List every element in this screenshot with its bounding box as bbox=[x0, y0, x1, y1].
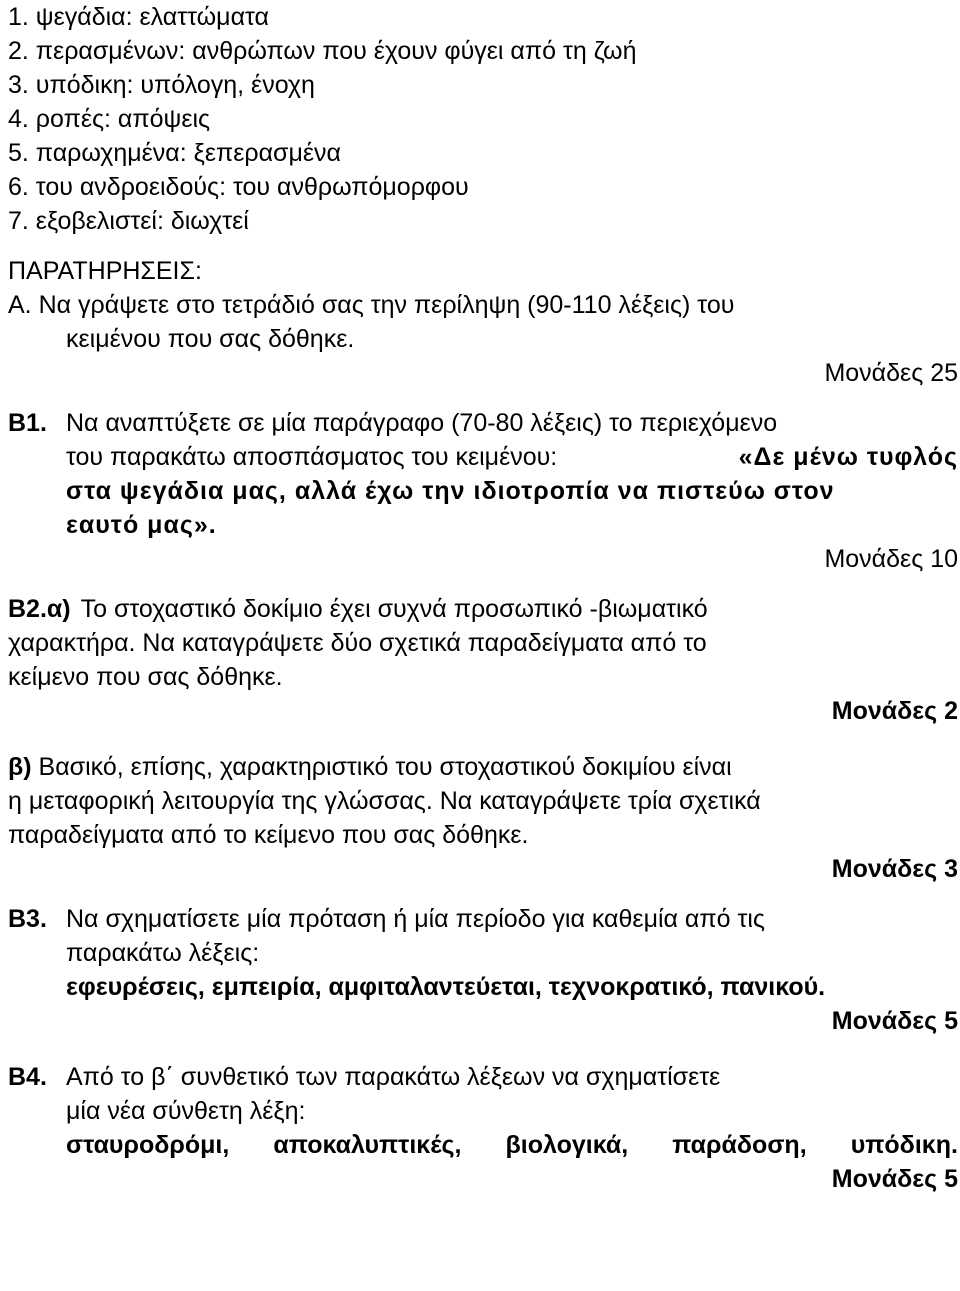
task-b1-text-line1: Να αναπτύξετε σε μία παράγραφο (70-80 λέξεις) το περιεχόμενο bbox=[66, 409, 778, 437]
task-b4-words bbox=[8, 1128, 958, 1162]
exam-page bbox=[8, 0, 958, 1196]
task-b2a bbox=[8, 592, 958, 728]
task-b2a-text-line1: Το στοχαστικό δοκίμιο έχει συχνά προσωπικό -βιωματικό bbox=[80, 595, 708, 623]
remarks-heading: ΠΑΡΑΤΗΡΗΣΕΙΣ: bbox=[8, 257, 202, 285]
task-b4 bbox=[8, 1060, 958, 1196]
task-b1-text-line2: του παρακάτω αποσπάσματος του κειμένου: bbox=[66, 443, 558, 471]
task-b3-words: εφευρέσεις, εμπειρία, αμφιταλαντεύεται, τεχνοκρατικό, πανικού. bbox=[66, 973, 826, 1001]
glossary-item: 5. παρωχημένα: ξεπερασμένα bbox=[8, 139, 341, 167]
task-b1-marks: Μονάδες 10 bbox=[824, 545, 958, 573]
task-b1-quote-start: «Δε μένω τυφλός bbox=[738, 443, 958, 471]
task-b2b-label: β) bbox=[8, 753, 32, 781]
task-b4-label: Β4. bbox=[8, 1063, 47, 1091]
glossary-list bbox=[8, 0, 958, 238]
glossary-item: 4. ροπές: απόψεις bbox=[8, 105, 211, 133]
glossary-item: 6. του ανδροειδούς: του ανθρωπόμορφου bbox=[8, 173, 469, 201]
task-b4-word: παράδοση, bbox=[672, 1131, 807, 1159]
task-b2a-label: Β2.α) bbox=[8, 595, 71, 623]
task-b4-marks: Μονάδες 5 bbox=[831, 1165, 958, 1193]
task-b2a-text-line2: χαρακτήρα. Να καταγράψετε δύο σχετικά παραδείγματα από το bbox=[8, 629, 707, 657]
task-b2a-text-line3: κείμενο που σας δόθηκε. bbox=[8, 663, 283, 691]
task-b4-text-line2: μία νέα σύνθετη λέξη: bbox=[66, 1097, 306, 1125]
task-b3-text-line1: Να σχηματίσετε μία πρόταση ή μία περίοδο για καθεμία από τις bbox=[66, 905, 765, 933]
task-b2b-text-line2: η μεταφορική λειτουργία της γλώσσας. Να καταγράψετε τρία σχετικά bbox=[8, 787, 761, 815]
task-b1-quote-line3: στα ψεγάδια μας, αλλά έχω την ιδιοτροπία να πιστεύω στον bbox=[66, 477, 835, 505]
task-b2b bbox=[8, 750, 958, 886]
task-b2b-text-line1: Βασικό, επίσης, χαρακτηριστικό του στοχαστικού δοκιμίου είναι bbox=[38, 753, 732, 781]
glossary-item: 2. περασμένων: ανθρώπων που έχουν φύγει από τη ζωή bbox=[8, 37, 637, 65]
task-b3-text-line2: παρακάτω λέξεις: bbox=[66, 939, 260, 967]
task-a-marks: Μονάδες 25 bbox=[824, 359, 958, 387]
task-b2b-text-line3: παραδείγματα από το κείμενο που σας δόθηκε. bbox=[8, 821, 529, 849]
task-b1-label: Β1. bbox=[8, 409, 47, 437]
task-b4-word: αποκαλυπτικές, bbox=[273, 1131, 462, 1159]
task-b3-marks: Μονάδες 5 bbox=[831, 1007, 958, 1035]
task-b4-word: υπόδικη. bbox=[850, 1131, 958, 1159]
task-b1 bbox=[8, 406, 958, 576]
task-b1-quote-line4: εαυτό μας». bbox=[66, 511, 217, 539]
task-b2a-marks: Μονάδες 2 bbox=[831, 697, 958, 725]
glossary-item: 7. εξοβελιστεί: διωχτεί bbox=[8, 207, 249, 235]
task-b4-text-line1: Από το β΄ συνθετικό των παρακάτω λέξεων να σχηματίσετε bbox=[66, 1063, 721, 1091]
task-b4-word: βιολογικά, bbox=[505, 1131, 629, 1159]
task-b3-label: Β3. bbox=[8, 905, 47, 933]
task-b3 bbox=[8, 902, 958, 1038]
glossary-item: 3. υπόδικη: υπόλογη, ένοχη bbox=[8, 71, 315, 99]
task-a bbox=[8, 288, 958, 390]
task-a-label: Α. bbox=[8, 291, 32, 319]
glossary-item: 1. ψεγάδια: ελαττώματα bbox=[8, 3, 269, 31]
task-b2b-marks: Μονάδες 3 bbox=[831, 855, 958, 883]
task-b4-word: σταυροδρόμι, bbox=[66, 1131, 230, 1159]
task-a-text-line2: κειμένου που σας δόθηκε. bbox=[66, 325, 355, 353]
task-a-text-line1: Να γράψετε στο τετράδιό σας την περίληψη (90-110 λέξεις) του bbox=[38, 291, 735, 319]
